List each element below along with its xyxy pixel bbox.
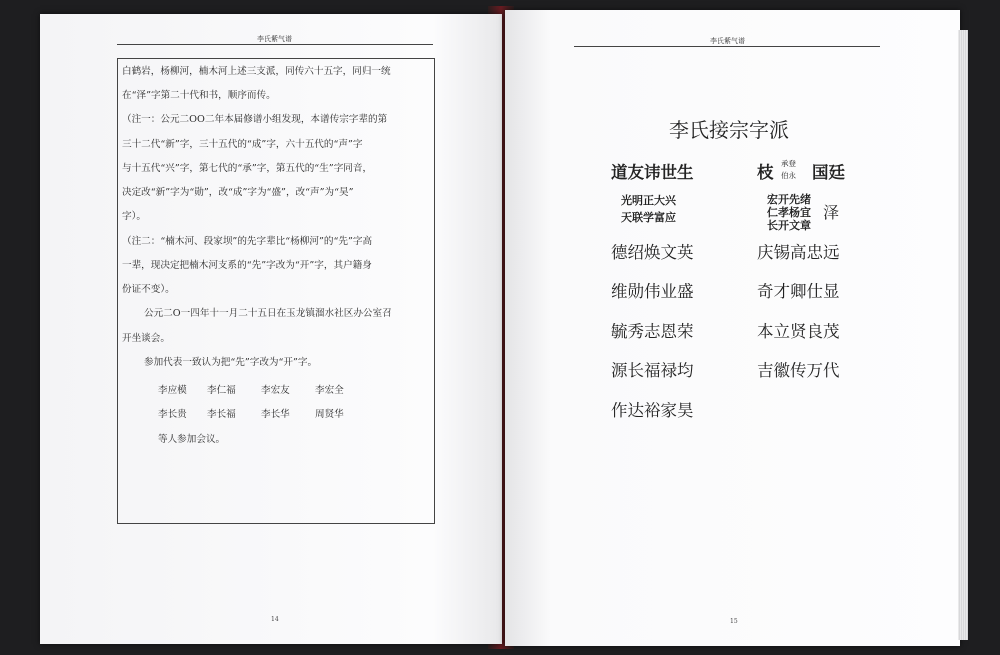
col2-side-char: 泽 [823,203,840,222]
col2-sub: 宏开先绪 [767,193,811,206]
attendee-name: 李应模 [158,385,187,396]
left-header-rule [117,44,433,45]
left-running-header: 李氏紫气谱 [257,35,292,43]
right-page [505,10,960,646]
text-line: 三十二代“新”字，三十五代的“成”字，六十五代的“声”字 [122,139,363,150]
attendee-name: 李长贵 [158,409,187,420]
col1-sub: 天联学富应 [621,211,676,224]
text-line: 开坐谈会。 [122,333,170,344]
col1-row: 维勋伟业盛 [611,282,694,301]
col2-small: 承登 [781,159,796,168]
col1-sub: 光明正大兴 [621,194,676,207]
col1-head: 道友讳世生 [611,163,694,182]
text-line: 白鹤岩，杨柳河，楠木河上述三支派，同传六十五字，同归一统 [122,66,391,77]
col1-row: 源长福禄均 [611,361,694,380]
attendee-name: 李长福 [207,409,236,420]
text-line: （注二：“楠木河、段家坝”的先字辈比“杨柳河”的“先”字高 [122,236,373,247]
attendee-name: 李宏友 [261,385,290,396]
col2-sub: 仁孝杨宜 [767,206,811,219]
closing-line: 等人参加会议。 [158,434,226,445]
attendee-name: 李宏全 [315,385,344,396]
text-line: 在“泽”字第二十代和书，顺序而传。 [122,90,276,101]
col2-small: 伯永 [781,171,796,180]
attendee-name: 李长华 [261,409,290,420]
col1-row: 作达裕家昊 [611,401,694,420]
col2-head-b: 国廷 [812,163,845,182]
attendee-name: 周贤华 [315,409,344,420]
left-page-number: 14 [271,616,279,623]
attendee-name: 李仁福 [207,385,236,396]
col1-row: 毓秀志恩荣 [611,322,694,341]
page-title: 李氏接宗字派 [669,118,789,142]
text-line: （注一：公元二OO二年本届修谱小组发现，本谱传宗字辈的第 [122,114,388,125]
page-edges [958,30,968,640]
text-line: 公元二O一四年十一月二十五日在玉龙镇溜水社区办公室召 [144,308,392,319]
right-page-number: 15 [730,618,738,625]
col2-sub: 长开文章 [767,219,811,232]
text-line: 字）。 [122,211,146,222]
text-line: 决定改“新”字为“勋”，改“成”字为“盛”，改“声”为“昊” [122,187,354,198]
right-running-header: 李氏紫气谱 [710,37,745,45]
col2-row: 奇才卿仕显 [757,282,840,301]
col2-head-a: 枝 [757,163,774,182]
text-line: 一辈，现决定把楠木河支系的“先”字改为“开”字，其户籍身 [122,260,372,271]
right-header-rule [574,46,880,47]
col2-row: 庆锡高忠远 [757,243,840,262]
text-line: 与十五代“兴”字，第七代的“承”字，第五代的“生”字同音， [122,163,373,174]
text-line: 参加代表一致认为把“先”字改为“开”字。 [144,357,318,368]
col2-row: 吉徽传万代 [757,361,840,380]
text-line: 份证不变）。 [122,284,175,295]
col1-row: 德绍焕文英 [611,243,694,262]
col2-row: 本立贤良茂 [757,322,840,341]
